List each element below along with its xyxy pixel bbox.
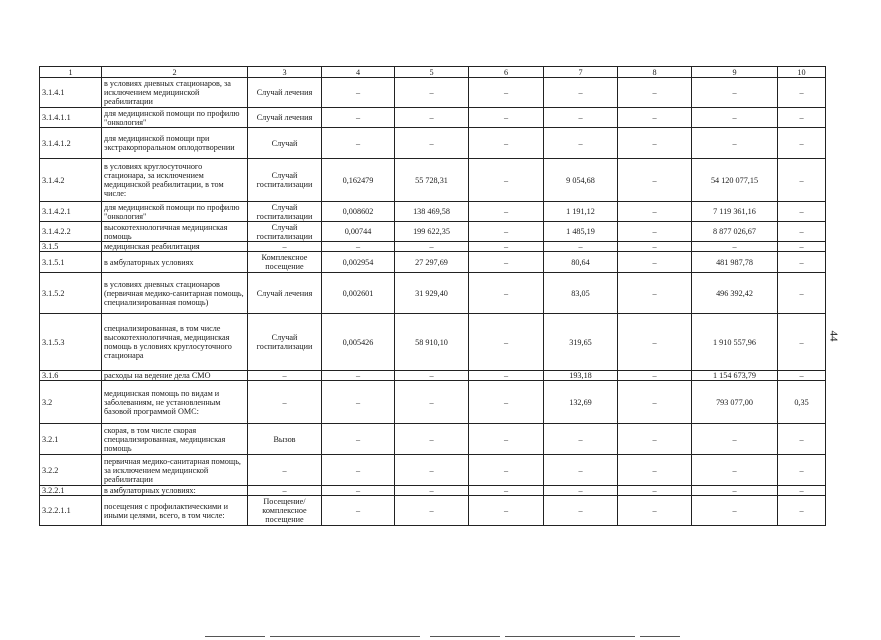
row-value: – <box>544 108 618 128</box>
row-value: 31 929,40 <box>395 273 469 314</box>
row-value: – <box>469 242 544 252</box>
row-value: 1 485,19 <box>544 222 618 242</box>
row-value: 793 077,00 <box>692 381 778 424</box>
row-unit: Случай лечения <box>248 78 322 108</box>
row-value: 54 120 077,15 <box>692 159 778 202</box>
row-value: – <box>469 314 544 371</box>
row-unit: – <box>248 371 322 381</box>
row-value: – <box>544 455 618 486</box>
table-body <box>40 67 826 526</box>
row-unit: Вызов <box>248 424 322 455</box>
row-code: 3.1.4.2.2 <box>40 222 102 242</box>
row-value: – <box>469 159 544 202</box>
row-name: в амбулаторных условиях <box>102 252 248 273</box>
row-value: – <box>692 128 778 159</box>
row-value: 319,65 <box>544 314 618 371</box>
table-row <box>40 496 826 526</box>
row-value: – <box>395 455 469 486</box>
row-unit: – <box>248 381 322 424</box>
row-value: – <box>322 371 395 381</box>
row-unit: – <box>248 486 322 496</box>
table-row <box>40 314 826 371</box>
row-value: – <box>322 128 395 159</box>
row-value: – <box>618 381 692 424</box>
row-value: – <box>778 496 826 526</box>
row-value: 1 154 673,79 <box>692 371 778 381</box>
row-value: 8 877 026,67 <box>692 222 778 242</box>
row-value: 80,64 <box>544 252 618 273</box>
row-value: 1 191,12 <box>544 202 618 222</box>
row-value: – <box>544 242 618 252</box>
row-value: – <box>692 78 778 108</box>
row-value: – <box>618 202 692 222</box>
row-value: – <box>544 496 618 526</box>
row-value: – <box>469 455 544 486</box>
row-code: 3.1.5.2 <box>40 273 102 314</box>
row-code: 3.2.2 <box>40 455 102 486</box>
table-row <box>40 252 826 273</box>
row-name: в условиях круглосуточного стационара, за исключением медицинской реабилитации, в том числе: <box>102 159 248 202</box>
row-unit: – <box>248 242 322 252</box>
row-value: 58 910,10 <box>395 314 469 371</box>
row-name: скорая, в том числе скорая специализированная, медицинская помощь <box>102 424 248 455</box>
row-value: – <box>618 455 692 486</box>
row-unit: Случай <box>248 128 322 159</box>
row-value: 27 297,69 <box>395 252 469 273</box>
row-name: в условиях дневных стационаров, за исключением медицинской реабилитации <box>102 78 248 108</box>
row-value: – <box>618 78 692 108</box>
row-value: – <box>322 78 395 108</box>
row-value: 0,162479 <box>322 159 395 202</box>
row-name: первичная медико-санитарная помощь, за исключением медицинской реабилитации <box>102 455 248 486</box>
row-value: – <box>618 252 692 273</box>
row-value: 481 987,78 <box>692 252 778 273</box>
table-row <box>40 371 826 381</box>
row-value: – <box>322 381 395 424</box>
row-value: – <box>618 108 692 128</box>
row-value: – <box>322 496 395 526</box>
row-code: 3.1.4.2.1 <box>40 202 102 222</box>
row-value: – <box>778 273 826 314</box>
row-value: – <box>778 128 826 159</box>
row-code: 3.1.6 <box>40 371 102 381</box>
row-value: – <box>544 128 618 159</box>
row-value: – <box>778 486 826 496</box>
table-header-row <box>40 67 826 78</box>
row-value: 1 910 557,96 <box>692 314 778 371</box>
header-cell: 4 <box>322 67 395 78</box>
row-value: – <box>469 222 544 242</box>
row-value: – <box>395 128 469 159</box>
row-code: 3.2.1 <box>40 424 102 455</box>
header-cell: 9 <box>692 67 778 78</box>
table-row <box>40 159 826 202</box>
header-cell: 8 <box>618 67 692 78</box>
row-value: – <box>395 108 469 128</box>
row-name: специализированная, в том числе высокотехнологичная, медицинская помощь в условиях круглосуточного стационара <box>102 314 248 371</box>
header-cell: 7 <box>544 67 618 78</box>
row-value: – <box>778 222 826 242</box>
row-value: – <box>469 381 544 424</box>
row-code: 3.1.5 <box>40 242 102 252</box>
row-value: – <box>469 273 544 314</box>
row-value: 55 728,31 <box>395 159 469 202</box>
row-value: – <box>469 371 544 381</box>
row-value: – <box>778 252 826 273</box>
row-value: – <box>395 371 469 381</box>
row-name: для медицинской помощи при экстракорпоральном оплодотворении <box>102 128 248 159</box>
table-row <box>40 381 826 424</box>
row-value: – <box>618 486 692 496</box>
table-row <box>40 273 826 314</box>
row-name: для медицинской помощи по профилю "онкология" <box>102 202 248 222</box>
row-unit: Случай госпитализации <box>248 159 322 202</box>
row-value: – <box>322 455 395 486</box>
row-code: 3.1.4.1 <box>40 78 102 108</box>
row-name: медицинская помощь по видам и заболеваниям, не установленным базовой программой ОМС: <box>102 381 248 424</box>
row-value: – <box>322 424 395 455</box>
table-row <box>40 202 826 222</box>
row-value: – <box>469 252 544 273</box>
scan-artifact-line <box>430 636 500 637</box>
header-cell: 5 <box>395 67 469 78</box>
row-code: 3.2.2.1 <box>40 486 102 496</box>
row-value: – <box>395 424 469 455</box>
row-value: – <box>395 496 469 526</box>
row-value: – <box>778 159 826 202</box>
row-unit: Случай лечения <box>248 108 322 128</box>
row-value: – <box>395 242 469 252</box>
row-value: 132,69 <box>544 381 618 424</box>
row-value: – <box>395 381 469 424</box>
row-value: 138 469,58 <box>395 202 469 222</box>
header-cell: 10 <box>778 67 826 78</box>
row-name: высокотехнологичная медицинская помощь <box>102 222 248 242</box>
header-cell: 1 <box>40 67 102 78</box>
row-value: – <box>692 455 778 486</box>
row-value: – <box>618 496 692 526</box>
row-value: – <box>778 424 826 455</box>
row-value: 0,005426 <box>322 314 395 371</box>
row-value: 0,35 <box>778 381 826 424</box>
row-name: посещения с профилактическими и иными целями, всего, в том числе: <box>102 496 248 526</box>
row-value: – <box>618 159 692 202</box>
scan-artifact-line <box>270 636 420 637</box>
row-value: 0,008602 <box>322 202 395 222</box>
row-value: – <box>322 108 395 128</box>
row-name: медицинская реабилитация <box>102 242 248 252</box>
row-value: – <box>618 242 692 252</box>
row-value: – <box>692 108 778 128</box>
row-value: – <box>778 108 826 128</box>
row-value: – <box>469 128 544 159</box>
row-value: 9 054,68 <box>544 159 618 202</box>
header-cell: 3 <box>248 67 322 78</box>
header-cell: 6 <box>469 67 544 78</box>
row-value: – <box>618 371 692 381</box>
row-code: 3.1.5.1 <box>40 252 102 273</box>
row-unit: – <box>248 455 322 486</box>
row-value: – <box>469 486 544 496</box>
row-value: – <box>395 486 469 496</box>
row-name: расходы на ведение дела СМО <box>102 371 248 381</box>
row-code: 3.2 <box>40 381 102 424</box>
table-row <box>40 455 826 486</box>
row-value: – <box>692 424 778 455</box>
row-unit: Случай госпитализации <box>248 314 322 371</box>
row-value: – <box>618 222 692 242</box>
row-value: – <box>618 128 692 159</box>
row-unit: Комплексное посещение <box>248 252 322 273</box>
row-value: – <box>322 242 395 252</box>
row-value: – <box>469 202 544 222</box>
row-unit: Посещение/ комплексное посещение <box>248 496 322 526</box>
row-name: в условиях дневных стационаров (первичная медико-санитарная помощь, специализированная помощь) <box>102 273 248 314</box>
scan-artifact-line <box>640 636 680 637</box>
row-unit: Случай лечения <box>248 273 322 314</box>
row-value: – <box>469 108 544 128</box>
row-code: 3.1.4.1.2 <box>40 128 102 159</box>
table-row <box>40 78 826 108</box>
row-value: 7 119 361,16 <box>692 202 778 222</box>
table-row <box>40 222 826 242</box>
row-value: – <box>778 314 826 371</box>
row-value: – <box>618 273 692 314</box>
row-code: 3.2.2.1.1 <box>40 496 102 526</box>
row-code: 3.1.4.2 <box>40 159 102 202</box>
row-value: – <box>778 78 826 108</box>
row-code: 3.1.4.1.1 <box>40 108 102 128</box>
row-value: – <box>618 424 692 455</box>
row-value: – <box>322 486 395 496</box>
table-row <box>40 242 826 252</box>
row-code: 3.1.5.3 <box>40 314 102 371</box>
table-row <box>40 108 826 128</box>
table-row <box>40 424 826 455</box>
row-unit: Случай госпитализации <box>248 202 322 222</box>
row-value: – <box>469 424 544 455</box>
row-value: – <box>778 455 826 486</box>
row-value: – <box>692 496 778 526</box>
row-value: – <box>778 202 826 222</box>
row-value: 0,002601 <box>322 273 395 314</box>
scan-artifact-line <box>205 636 265 637</box>
row-value: 496 392,42 <box>692 273 778 314</box>
row-name: для медицинской помощи по профилю "онкология" <box>102 108 248 128</box>
table-row <box>40 486 826 496</box>
row-name: в амбулаторных условиях: <box>102 486 248 496</box>
row-value: – <box>469 496 544 526</box>
row-value: – <box>692 486 778 496</box>
row-value: 0,00744 <box>322 222 395 242</box>
row-value: – <box>544 424 618 455</box>
table-row <box>40 128 826 159</box>
row-value: – <box>692 242 778 252</box>
row-value: – <box>469 78 544 108</box>
row-value: 83,05 <box>544 273 618 314</box>
row-value: 193,18 <box>544 371 618 381</box>
row-value: – <box>544 78 618 108</box>
tariff-table <box>39 66 826 526</box>
row-unit: Случай госпитализации <box>248 222 322 242</box>
row-value: – <box>778 371 826 381</box>
row-value: 0,002954 <box>322 252 395 273</box>
header-cell: 2 <box>102 67 248 78</box>
scan-artifact-line <box>505 636 635 637</box>
row-value: – <box>618 314 692 371</box>
row-value: 199 622,35 <box>395 222 469 242</box>
page-number: 44 <box>827 330 840 342</box>
row-value: – <box>544 486 618 496</box>
row-value: – <box>778 242 826 252</box>
row-value: – <box>395 78 469 108</box>
